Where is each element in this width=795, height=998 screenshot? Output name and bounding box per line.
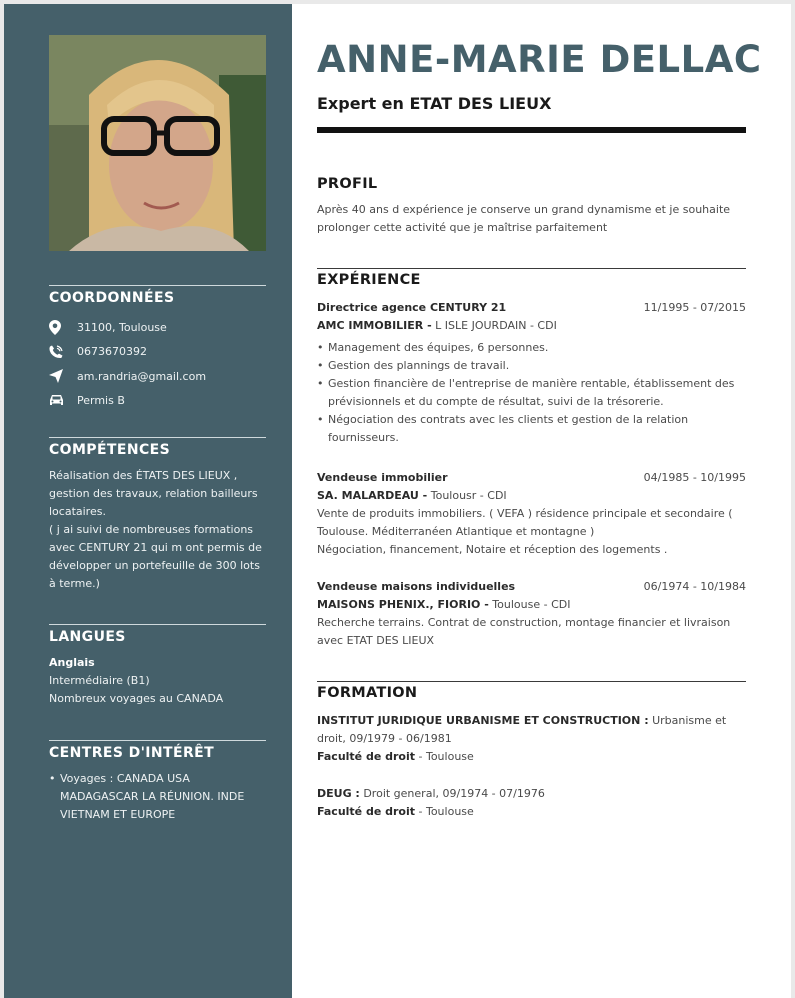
phone-icon bbox=[49, 344, 77, 360]
language-name: Anglais bbox=[49, 656, 95, 669]
formation-detail: Urbanisme et droit, 09/1979 - 06/1981 bbox=[317, 714, 727, 745]
job-role: Vendeuse maisons individuelles bbox=[317, 580, 516, 593]
job-bullets bbox=[317, 339, 746, 447]
header-divider bbox=[317, 127, 746, 133]
languages-title: LANGUES bbox=[49, 629, 126, 645]
formation-school: Faculté de droit bbox=[317, 805, 416, 818]
formation-city: - Toulouse bbox=[415, 805, 474, 818]
contact-location bbox=[49, 315, 266, 340]
language-note: Nombreux voyages au CANADA bbox=[49, 692, 224, 705]
formation-entry bbox=[317, 712, 746, 766]
sidebar bbox=[4, 4, 292, 998]
job-bullet: • Management des équipes, 6 personnes. bbox=[317, 339, 746, 357]
profile-text: Après 40 ans d expérience je conserve un grand dynamisme et je souhaite prolonger cette activité que je maîtrise parfaitement bbox=[317, 203, 731, 234]
formation-divider bbox=[317, 681, 746, 682]
skills-text: Réalisation des ÉTATS DES LIEUX , gestion des travaux, relation bailleurs locataires. ( j ai suivi de nombreuses formations avec CENTURY 21 qui m ont permis de développer un portefeuille de 300 lots à terme.) bbox=[49, 469, 262, 590]
job-company: SA. MALARDEAU - bbox=[317, 489, 428, 502]
language-level: Intermédiaire (B1) bbox=[49, 674, 150, 687]
interests-list bbox=[49, 770, 266, 824]
job-entry bbox=[317, 469, 746, 559]
job-role: Directrice agence CENTURY 21 bbox=[317, 301, 507, 314]
contact-section bbox=[49, 285, 266, 413]
car-icon bbox=[49, 393, 77, 409]
paper-plane-icon bbox=[49, 368, 77, 384]
job-entry bbox=[317, 299, 746, 447]
job-place: L ISLE JOURDAIN - CDI bbox=[431, 319, 557, 332]
job-dates: 04/1985 - 10/1995 bbox=[643, 471, 746, 484]
formation-label: INSTITUT JURIDIQUE URBANISME ET CONSTRUCTION : bbox=[317, 714, 649, 727]
job-role: Vendeuse immobilier bbox=[317, 471, 448, 484]
job-dates: 11/1995 - 07/2015 bbox=[643, 301, 746, 314]
job-description: Recherche terrains. Contrat de construction, montage financier et livraison avec ETAT DES LIEUX bbox=[317, 616, 731, 647]
experience-title: EXPÉRIENCE bbox=[317, 272, 421, 288]
skills-title: COMPÉTENCES bbox=[49, 442, 171, 458]
skills-section bbox=[49, 437, 266, 593]
formation-school: Faculté de droit bbox=[317, 750, 416, 763]
profile-photo bbox=[49, 35, 266, 251]
job-title: Expert en ETAT DES LIEUX bbox=[317, 94, 552, 113]
job-bullet: • Négociation des contrats avec les clients et gestion de la relation fournisseurs. bbox=[317, 411, 746, 447]
contact-email-text[interactable]: am.randria@gmail.com bbox=[77, 369, 207, 383]
job-place: Toulouse - CDI bbox=[488, 598, 571, 611]
formation-label: DEUG : bbox=[317, 787, 360, 800]
formation-entry bbox=[317, 785, 746, 821]
job-description: Vente de produits immobiliers. ( VEFA ) résidence principale et secondaire ( Toulouse. Méditerranéen Atlantique et montagne ) Négociation, financement, Notaire et réception des logements . bbox=[317, 507, 733, 556]
resume-page bbox=[4, 4, 791, 998]
contact-license-text: Permis B bbox=[77, 394, 125, 408]
contact-title: COORDONNÉES bbox=[49, 290, 175, 306]
formation-title: FORMATION bbox=[317, 685, 418, 701]
contact-location-text: 31100, Toulouse bbox=[77, 320, 167, 334]
job-company: AMC IMMOBILIER - bbox=[317, 319, 432, 332]
profile-title: PROFIL bbox=[317, 176, 378, 192]
experience-divider bbox=[317, 268, 746, 269]
job-bullet: • Gestion financière de l'entreprise de manière rentable, établissement des prévisionnels et du compte de résultat, suivi de la trésorerie. bbox=[317, 375, 746, 411]
contact-phone-text: 0673670392 bbox=[77, 345, 147, 359]
job-bullet: • Gestion des plannings de travail. bbox=[317, 357, 746, 375]
job-company: MAISONS PHENIX., FIORIO - bbox=[317, 598, 489, 611]
candidate-name: ANNE-MARIE DELLAC bbox=[317, 38, 762, 81]
job-entry bbox=[317, 578, 746, 650]
job-place: Toulousr - CDI bbox=[427, 489, 507, 502]
languages-section bbox=[49, 624, 266, 708]
contact-phone bbox=[49, 340, 266, 365]
job-dates: 06/1974 - 10/1984 bbox=[643, 580, 746, 593]
interests-section bbox=[49, 740, 266, 824]
location-pin-icon bbox=[49, 319, 77, 335]
formation-detail: Droit general, 09/1974 - 07/1976 bbox=[359, 787, 545, 800]
contact-email bbox=[49, 364, 266, 389]
interest-item: • Voyages : CANADA USA MADAGASCAR LA RÉUNION. INDE VIETNAM ET EUROPE bbox=[49, 770, 266, 824]
formation-city: - Toulouse bbox=[415, 750, 474, 763]
interests-title: CENTRES D'INTÉRÊT bbox=[49, 745, 215, 761]
contact-license bbox=[49, 389, 266, 414]
